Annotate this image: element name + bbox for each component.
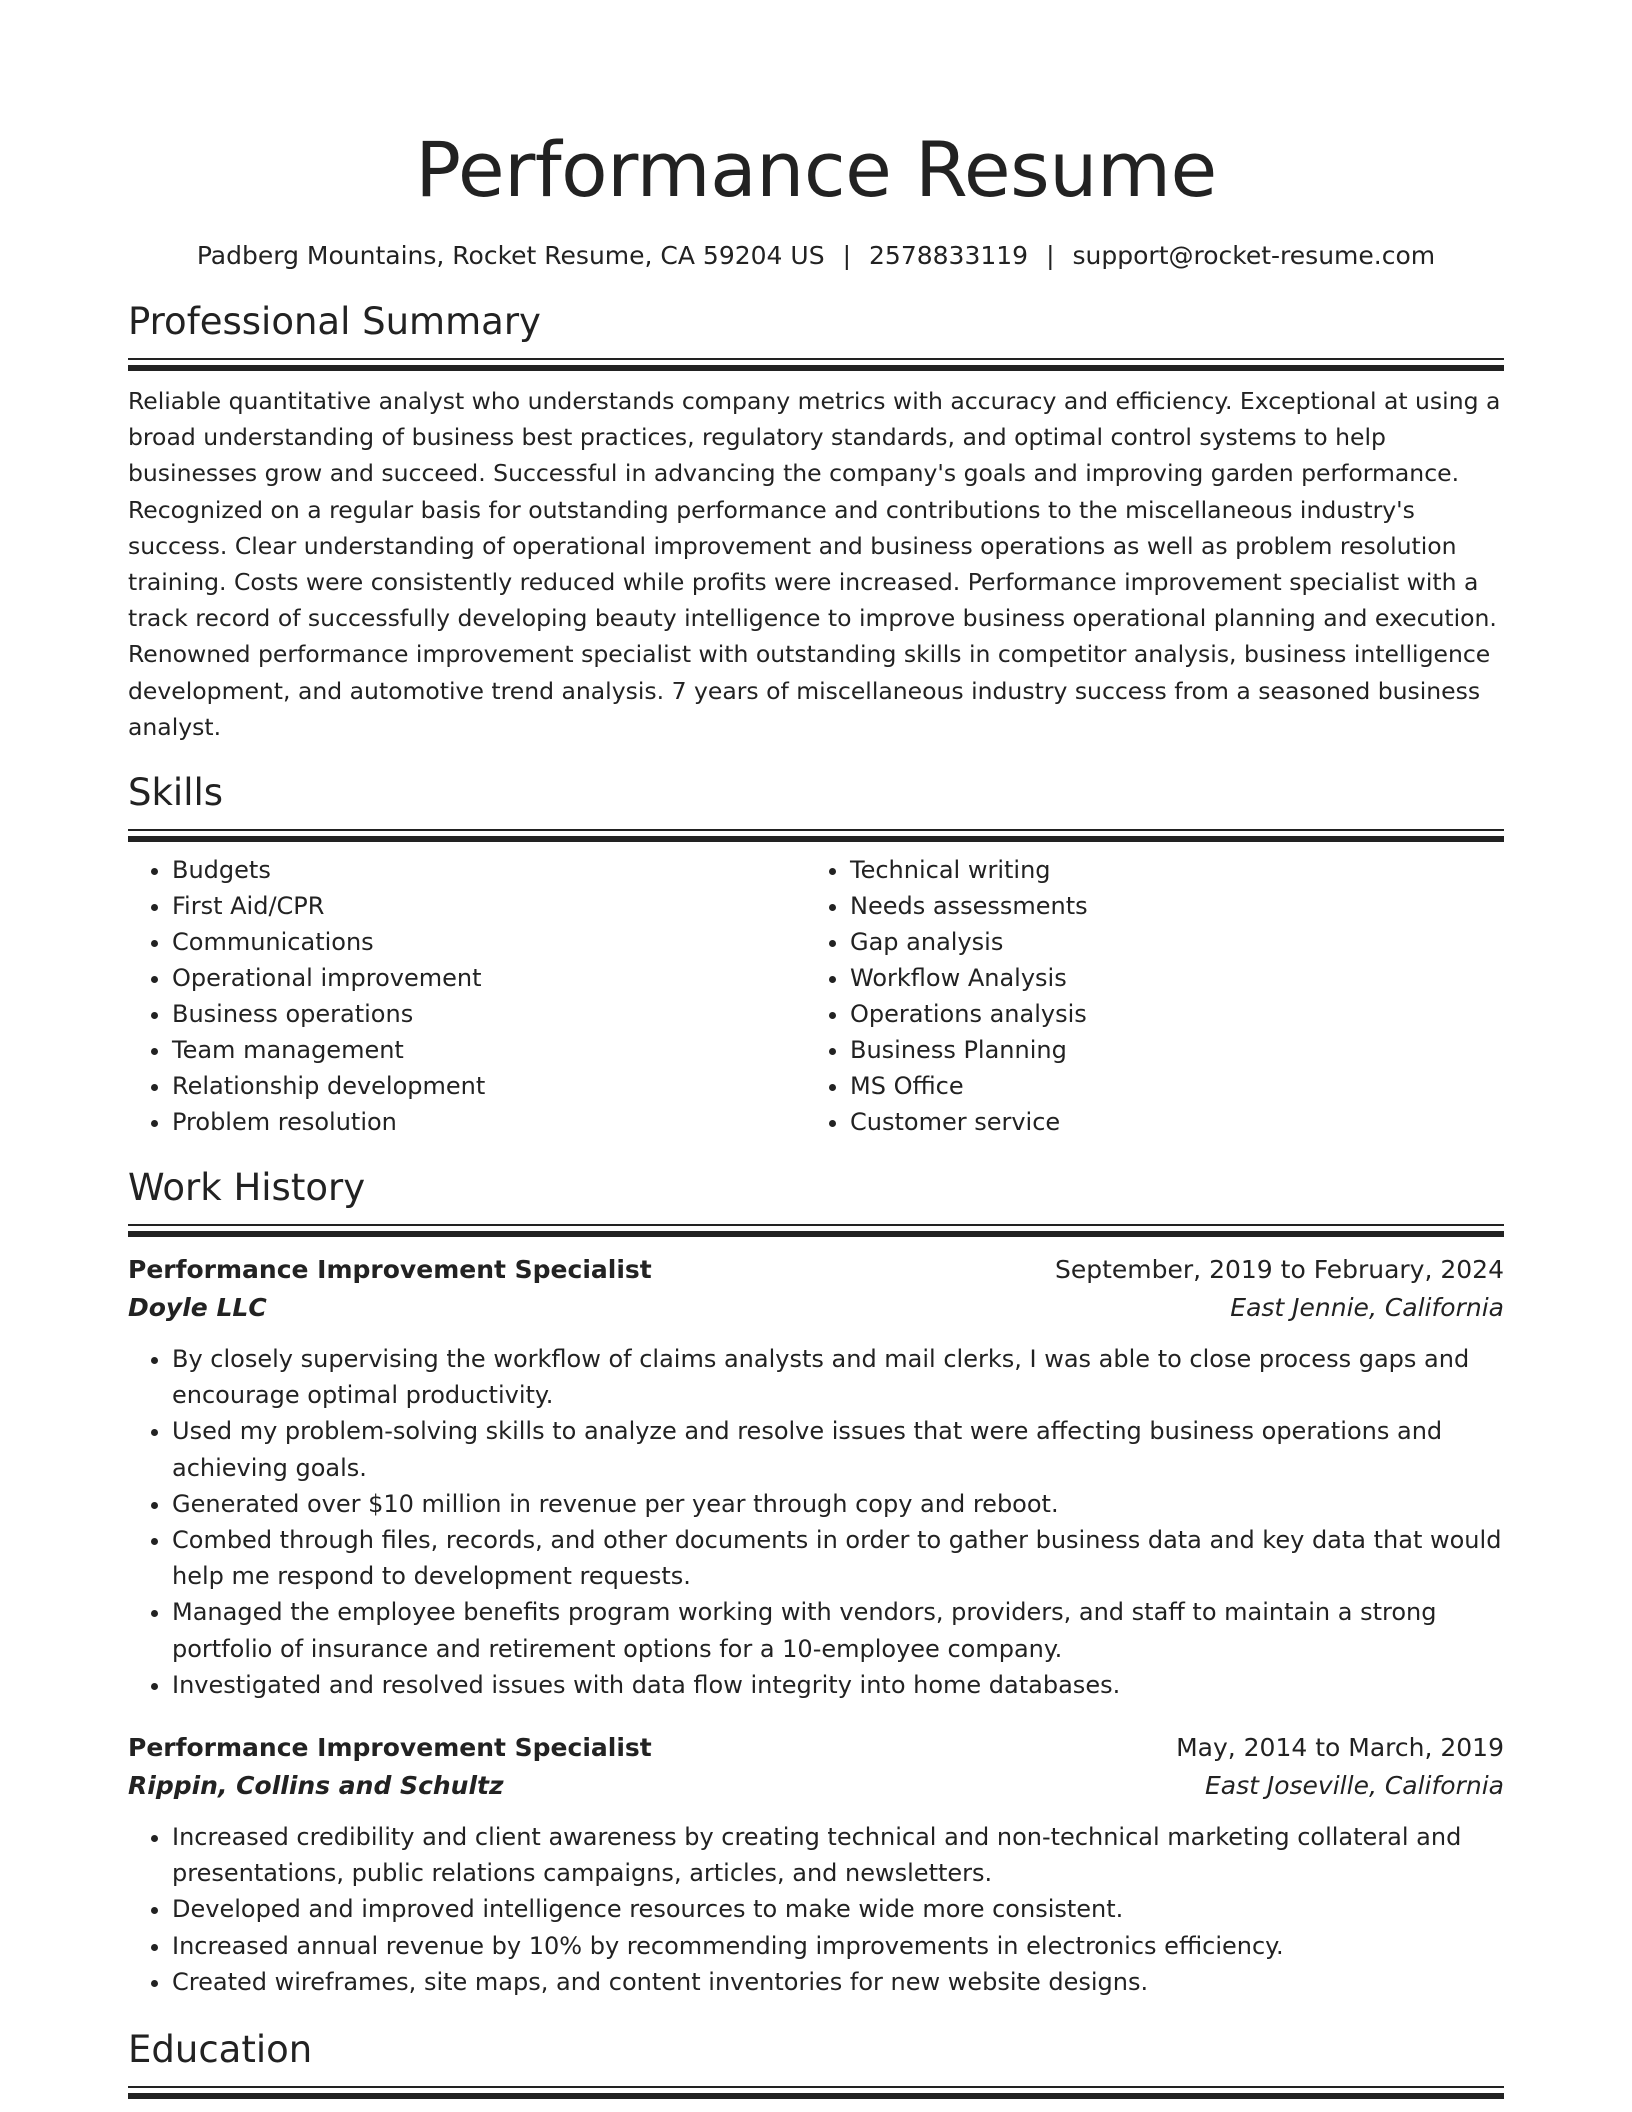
contact-phone: 2578833119 — [869, 241, 1029, 270]
section-rule-thick — [128, 2093, 1504, 2099]
summary-section — [128, 298, 1504, 745]
section-title-summary: Professional Summary — [128, 300, 541, 343]
job-title: Performance Improvement Specialist — [128, 1255, 652, 1285]
job-entry — [128, 1251, 1504, 1703]
job-bullet: • Increased annual revenue by 10% by recommending improvements in electronics efficiency. — [172, 1928, 1504, 1964]
job-location: East Jennie, California — [1230, 1293, 1504, 1323]
skill-item: • Technical writing — [850, 852, 1484, 888]
job-bullets — [128, 1819, 1504, 2000]
job-bullet: • Generated over $10 million in revenue per year through copy and reboot. — [172, 1486, 1504, 1522]
skill-item: • Customer service — [850, 1104, 1484, 1140]
section-rule — [128, 829, 1504, 831]
job-header — [128, 1729, 1504, 1767]
job-bullet: • Used my problem-solving skills to analyze and resolve issues that were affecting business operations and achieving goals. — [172, 1413, 1504, 1485]
skill-item: • Relationship development — [172, 1068, 806, 1104]
resume-page — [128, 0, 1504, 2099]
skill-item: • Communications — [172, 924, 806, 960]
job-company: Rippin, Collins and Schultz — [128, 1771, 504, 1801]
summary-text: Reliable quantitative analyst who understands company metrics with accuracy and efficiency. Exceptional at using a broad understanding of business best practices, regulatory standards, and optimal control systems to help businesses grow and succeed. Successful in advancing the company's goals and improving garden performance. Recognized on a regular basis for outstanding performance and contributions to the miscellaneous industry's success. Clear understanding of operational improvement and business operations as well as problem resolution training. Costs were consistently reduced while profits were increased. Performance improvement specialist with a track record of successfully developing beauty intelligence to improve business operational planning and execution. Renowned performance improvement specialist with outstanding skills in competitor analysis, business intelligence development, and automotive trend analysis. 7 years of miscellaneous industry success from a seasoned business analyst. — [128, 387, 1501, 741]
section-rule-thick — [128, 836, 1504, 842]
job-bullet: • Investigated and resolved issues with data flow integrity into home databases. — [172, 1667, 1504, 1703]
job-bullets — [128, 1341, 1504, 1703]
skill-item: • Budgets — [172, 852, 806, 888]
skill-item: • Business operations — [172, 996, 806, 1032]
work-history-section — [128, 1164, 1504, 2000]
job-company: Doyle LLC — [128, 1293, 267, 1323]
job-location: East Joseville, California — [1204, 1771, 1504, 1801]
job-bullet: • By closely supervising the workflow of claims analysts and mail clerks, I was able to close process gaps and encourage optimal productivity. — [172, 1341, 1504, 1413]
skill-item: • Team management — [172, 1032, 806, 1068]
skill-item: • Problem resolution — [172, 1104, 806, 1140]
job-bullet: • Developed and improved intelligence resources to make wide more consistent. — [172, 1891, 1504, 1927]
job-subheader — [128, 1289, 1504, 1327]
section-title-education: Education — [128, 2028, 313, 2072]
skill-item: • Needs assessments — [850, 888, 1484, 924]
skill-item: • Workflow Analysis — [850, 960, 1484, 996]
job-dates: September, 2019 to February, 2024 — [1055, 1255, 1504, 1285]
resume-name: Performance Resume — [415, 125, 1217, 214]
contact-separator: | — [842, 241, 852, 270]
skill-item: • Gap analysis — [850, 924, 1484, 960]
skills-list-right — [806, 852, 1484, 1140]
skills-list-left — [128, 852, 806, 1140]
skills-section — [128, 769, 1504, 1140]
section-rule-thick — [128, 365, 1504, 371]
education-section — [128, 2026, 1504, 2099]
job-bullet: • Created wireframes, site maps, and content inventories for new website designs. — [172, 1964, 1504, 2000]
skill-item: • Operations analysis — [850, 996, 1484, 1032]
section-rule — [128, 2086, 1504, 2088]
skill-item: • Business Planning — [850, 1032, 1484, 1068]
job-subheader — [128, 1767, 1504, 1805]
job-header — [128, 1251, 1504, 1289]
section-title-skills: Skills — [128, 771, 224, 815]
job-title: Performance Improvement Specialist — [128, 1733, 652, 1763]
skill-item: • First Aid/CPR — [172, 888, 806, 924]
skill-item: • MS Office — [850, 1068, 1484, 1104]
skill-item: • Operational improvement — [172, 960, 806, 996]
section-rule-thick — [128, 1231, 1504, 1237]
job-bullet: • Increased credibility and client awareness by creating technical and non-technical marketing collateral and presentations, public relations campaigns, articles, and newsletters. — [172, 1819, 1504, 1891]
job-entry — [128, 1729, 1504, 2000]
contact-line — [128, 238, 1504, 274]
skills-columns — [128, 852, 1504, 1140]
contact-separator: | — [1046, 241, 1055, 270]
section-rule — [128, 358, 1504, 360]
section-rule — [128, 1224, 1504, 1226]
section-title-work-history: Work History — [128, 1166, 366, 1210]
job-bullet: • Managed the employee benefits program working with vendors, providers, and staff to maintain a strong portfolio of insurance and retirement options for a 10-employee company. — [172, 1594, 1504, 1666]
contact-email: support@rocket-resume.com — [1072, 241, 1436, 270]
job-bullet: • Combed through files, records, and other documents in order to gather business data and key data that would help me respond to development requests. — [172, 1522, 1504, 1594]
job-dates: May, 2014 to March, 2019 — [1176, 1733, 1504, 1763]
contact-address: Padberg Mountains, Rocket Resume, CA 59204 US — [196, 241, 825, 270]
